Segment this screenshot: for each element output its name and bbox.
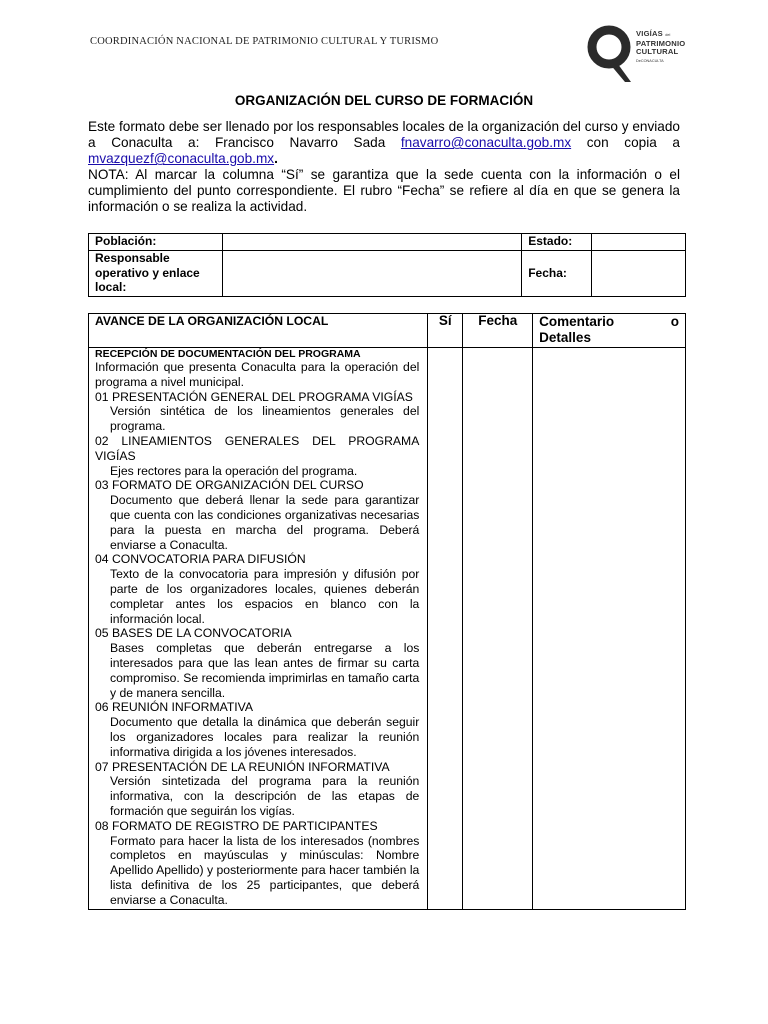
- header-si: Sí: [428, 314, 463, 348]
- document-item-description: Ejes rectores para la operación del programa.: [110, 463, 358, 478]
- document-item-description: Versión sintetizada del programa para la reunión informativa, con la descripción de las etapas de formación que seguirán los vigías.: [110, 774, 420, 818]
- estado-label: Estado:: [522, 234, 592, 251]
- si-checkbox-cell[interactable]: [428, 348, 463, 910]
- fecha-label: Fecha:: [522, 251, 592, 297]
- document-items-list: [95, 390, 419, 908]
- document-title: ORGANIZACIÓN DEL CURSO DE FORMACIÓN: [234, 93, 534, 108]
- section-intro: Información que presenta Conaculta para la operación del programa a nivel municipal.: [95, 360, 420, 389]
- responsable-input[interactable]: [222, 251, 521, 297]
- header-avance: AVANCE DE LA ORGANIZACIÓN LOCAL: [89, 314, 428, 348]
- items-cell: [89, 348, 428, 910]
- document-item-title: 02 LINEAMIENTOS GENERALES DEL PROGRAMA VIGÍAS: [95, 433, 420, 463]
- email-link-mvazquezf[interactable]: mvazquezf@conaculta.gob.mx: [88, 151, 275, 167]
- document-item: [95, 434, 419, 478]
- fecha-input[interactable]: [592, 251, 686, 297]
- document-item-description: Documento que detalla la dinámica que deberán seguir los organizadores locales para realizar la reunión informativa dirigida a los jóvenes interesados.: [110, 715, 420, 759]
- progress-table: [88, 313, 686, 910]
- poblacion-input[interactable]: [222, 234, 521, 251]
- header-comentario: Comentario o Detalles: [533, 314, 686, 348]
- document-item-title: 03 FORMATO DE ORGANIZACIÓN DEL CURSO: [95, 478, 364, 493]
- document-item-description: Formato para hacer la lista de los interesados (nombres completos en mayúsculas y minúsculas: Nombre Apellido Apellido) y posteriormente para hacer también la lista definitiva de los 25 participantes, que deberá enviarse a Conaculta.: [110, 833, 420, 907]
- document-item: [95, 390, 419, 434]
- instructions-paragraph: Este formato debe ser llenado por los responsables locales de la organización del curso y enviado a Conaculta a: Francisco Navarro Sada fnavarro@conaculta.gob.mx con copia a mvazquezf@conaculta.gob.mx. NOTA: Al marcar la columna “Sí” se garantiza que la sede cuenta con la información o el cumplimiento del punto correspondiente. El rubro “Fecha” se refiere al día en que se genera la información o se realiza la actividad.: [88, 119, 680, 215]
- estado-input[interactable]: [592, 234, 686, 251]
- vigias-logo-text: VIGÍAS del PATRIMONIO CULTURAL DeCONACULTA: [636, 29, 686, 63]
- email-link-fnavarro[interactable]: fnavarro@conaculta.gob.mx: [400, 135, 572, 151]
- document-item: [95, 552, 419, 626]
- document-item-title: 05 BASES DE LA CONVOCATORIA: [95, 626, 292, 641]
- document-item-description: Documento que deberá llenar la sede para garantizar que cuenta con las condiciones organizativas necesarias para la puesta en marcha del programa. Deberá enviarse a Conaculta.: [110, 493, 420, 552]
- poblacion-label: Población:: [89, 234, 223, 251]
- header-fecha: Fecha: [463, 314, 533, 348]
- comentario-cell[interactable]: [533, 348, 686, 910]
- document-item-title: 04 CONVOCATORIA PARA DIFUSIÓN: [95, 552, 306, 567]
- location-info-table: [88, 233, 686, 297]
- document-item-title: 06 REUNIÓN INFORMATIVA: [95, 700, 254, 715]
- document-item: [95, 700, 419, 759]
- responsable-label: Responsable operativo y enlace local:: [89, 251, 223, 297]
- document-item-title: 08 FORMATO DE REGISTRO DE PARTICIPANTES: [95, 818, 378, 833]
- vigias-logo-mark-icon: [585, 22, 637, 84]
- document-item: [95, 760, 419, 819]
- section-title: RECEPCIÓN DE DOCUMENTACIÓN DEL PROGRAMA: [95, 348, 361, 360]
- header-organization-line: COORDINACIÓN NACIONAL DE PATRIMONIO CULTURAL Y TURISMO: [90, 36, 439, 47]
- document-item: [95, 819, 419, 908]
- vigias-logo: [585, 22, 685, 84]
- note-paragraph: NOTA: Al marcar la columna “Sí” se garantiza que la sede cuenta con la información o el cumplimiento del punto correspondiente. El rubro “Fecha” se refiere al día en que se genera la información o se realiza la actividad.: [88, 167, 680, 215]
- document-item-description: Versión sintética de los lineamientos generales del programa.: [110, 404, 420, 434]
- document-item-description: Bases completas que deberán entregarse a los interesados para que las lean antes de firmar su carta compromiso. Se recomienda imprimirlas en tamaño carta y de manera sencilla.: [110, 641, 420, 700]
- document-item-description: Texto de la convocatoria para impresión y difusión por parte de los organizadores locales, quienes deberán completar antes los espacios en blanco con la información local.: [110, 567, 420, 626]
- document-item: [95, 478, 419, 552]
- document-item-title: 07 PRESENTACIÓN DE LA REUNIÓN INFORMATIVA: [95, 759, 390, 774]
- fecha-cell[interactable]: [463, 348, 533, 910]
- document-item-title: 01 PRESENTACIÓN GENERAL DEL PROGRAMA VIGÍAS: [95, 389, 413, 404]
- document-item: [95, 626, 419, 700]
